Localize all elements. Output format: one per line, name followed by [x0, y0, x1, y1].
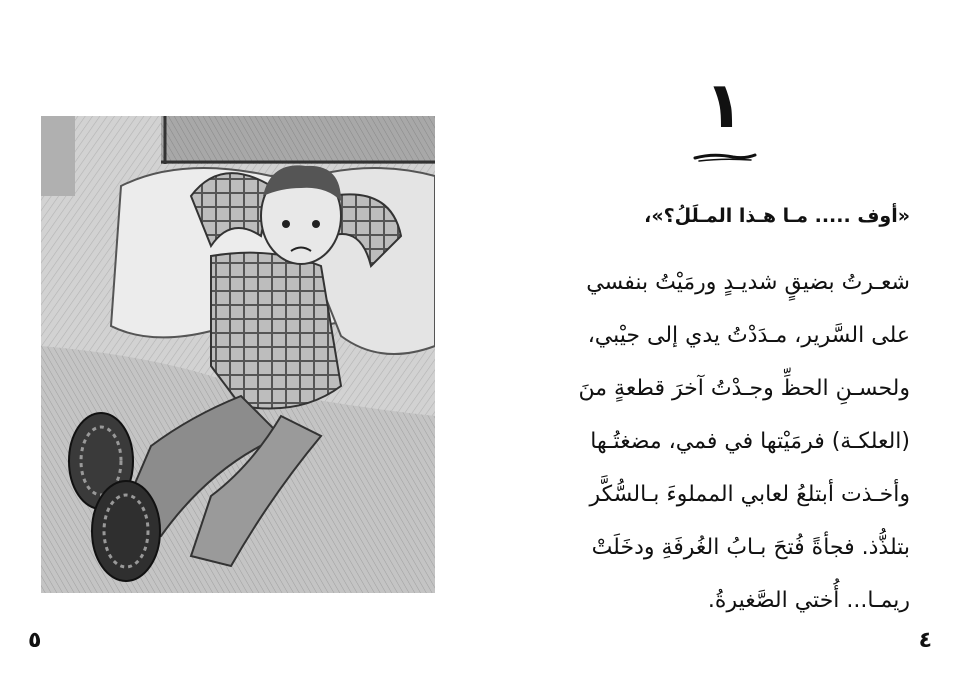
story-line: وأخـذت أبتلعُ لعابي المملوءَ بـالسُّكَّر [589, 482, 910, 507]
story-line: ولحسـنِ الحظِّ وجـدْتُ آخرَ قطعةٍ منَ [578, 376, 910, 401]
story-line: بتلذُّذ. فجأةً فُتحَ بـابُ الغُرفَةِ ودخَلَتْ [591, 535, 910, 560]
chapter-underline [693, 150, 757, 164]
pencil-sketch-boy-lying-on-bed-icon [41, 116, 435, 593]
page-number-right: ٤ [918, 628, 932, 653]
story-line: شعـرتُ بضيقٍ شديـدٍ ورمَيْتُ بنفسي [586, 270, 910, 295]
chapter-number: ١ [704, 69, 744, 143]
story-line: (العلكـة) فرمَيْتها في فمي، مضغتُـها [590, 429, 910, 454]
story-line: «أوف ..... مـا هـذا المـلَلُ؟»، [644, 205, 910, 227]
story-line: على السَّرير، مـدَدْتُ يدي إلى جيْبي، [587, 323, 910, 348]
boy-on-bed-illustration [41, 116, 435, 593]
right-page [481, 0, 962, 682]
story-text [530, 196, 910, 627]
page-number-left: ٥ [28, 628, 42, 653]
story-line: ريمـا... أُختي الصَّغيرةُ. [707, 588, 910, 613]
